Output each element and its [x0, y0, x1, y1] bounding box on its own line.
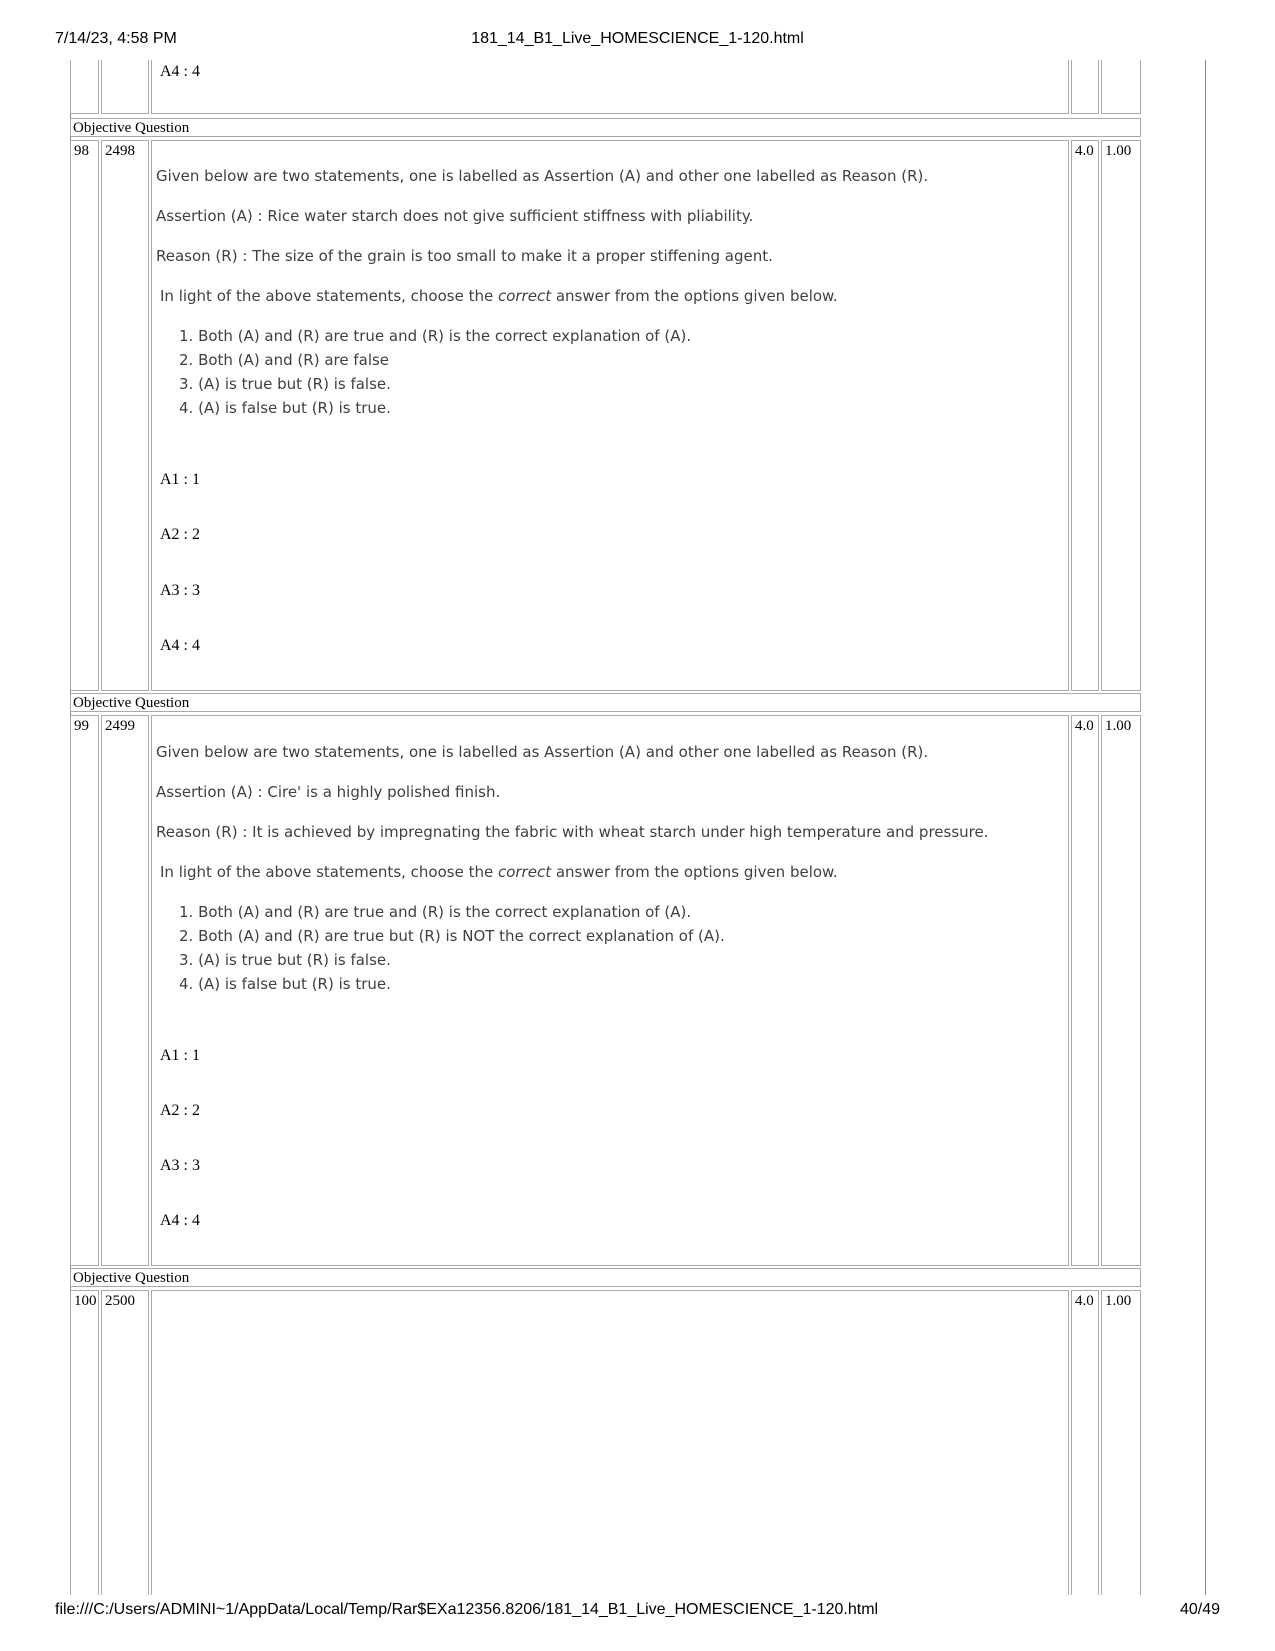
instruction-text — [160, 287, 838, 305]
reason-text: Reason (R) : The size of the grain is too small to make it a proper stiffening agent. — [156, 247, 773, 265]
question-marks: 4.0 — [1071, 1290, 1099, 1595]
section-label: Objective Question — [70, 693, 1141, 712]
instruction-emphasis: correct — [497, 863, 552, 881]
assertion-text: Assertion (A) : Cire' is a highly polished finish. — [156, 783, 501, 801]
reason-text: Reason (R) : It is achieved by impregnating the fabric with wheat starch under high temperature and pressure. — [156, 823, 989, 841]
option-1: 1. Both (A) and (R) are true and (R) is the correct explanation of (A). — [179, 327, 692, 345]
fragment-sno-cell — [70, 60, 99, 114]
question-body — [151, 715, 1069, 1266]
instruction-before: In light of the above statements, choose the — [160, 287, 498, 305]
answer-a3: A3 : 3 — [160, 582, 200, 599]
print-datetime: 7/14/23, 4:58 PM — [55, 30, 177, 47]
fragment-qid-cell — [101, 60, 149, 114]
section-label: Objective Question — [70, 1268, 1141, 1287]
question-negative-marks: 1.00 — [1101, 1290, 1141, 1595]
option-3: 3. (A) is true but (R) is false. — [179, 375, 391, 393]
question-id: 2500 — [101, 1290, 149, 1595]
option-4: 4. (A) is false but (R) is true. — [179, 399, 391, 417]
print-url: file:///C:/Users/ADMINI~1/AppData/Local/Temp/Rar$EXa12356.8206/181_14_B1_Live_HOMESCIENCE_1-120.html — [55, 1601, 879, 1618]
option-4: 4. (A) is false but (R) is true. — [179, 975, 391, 993]
question-id: 2498 — [101, 140, 149, 691]
print-title: 181_14_B1_Live_HOMESCIENCE_1-120.html — [471, 30, 804, 47]
answer-a4: A4 : 4 — [160, 1212, 200, 1229]
question-number: 100 — [70, 1290, 99, 1595]
question-negative-marks: 1.00 — [1101, 715, 1141, 1266]
answer-a2: A2 : 2 — [160, 1102, 200, 1119]
question-body — [151, 1290, 1069, 1595]
question-number: 99 — [70, 715, 99, 1266]
instruction-before: In light of the above statements, choose the — [160, 863, 498, 881]
answer-a1: A1 : 1 — [160, 471, 200, 488]
question-id: 2499 — [101, 715, 149, 1266]
print-header — [0, 30, 1275, 50]
instruction-after: answer from the options given below. — [551, 863, 838, 881]
question-negative-marks: 1.00 — [1101, 140, 1141, 691]
print-footer — [0, 1601, 1275, 1621]
instruction-emphasis: correct — [497, 287, 552, 305]
question-sheet — [70, 60, 1208, 1595]
question-number: 98 — [70, 140, 99, 691]
option-2: 2. Both (A) and (R) are false — [179, 351, 390, 369]
option-2: 2. Both (A) and (R) are true but (R) is NOT the correct explanation of (A). — [179, 927, 725, 945]
answer-a4: A4 : 4 — [160, 637, 200, 654]
answer-a4: A4 : 4 — [160, 63, 200, 80]
fragment-neg-cell — [1101, 60, 1141, 114]
page-number: 40/49 — [1179, 1601, 1220, 1618]
question-marks: 4.0 — [1071, 715, 1099, 1266]
answer-a1: A1 : 1 — [160, 1047, 200, 1064]
instruction-after: answer from the options given below. — [551, 287, 838, 305]
section-label: Objective Question — [70, 118, 1141, 137]
question-intro: Given below are two statements, one is labelled as Assertion (A) and other one labelled as Reason (R). — [156, 167, 929, 185]
question-marks: 4.0 — [1071, 140, 1099, 691]
fragment-body-cell — [151, 60, 1069, 114]
question-body — [151, 140, 1069, 691]
assertion-text: Assertion (A) : Rice water starch does not give sufficient stiffness with pliability. — [156, 207, 754, 225]
answer-a3: A3 : 3 — [160, 1157, 200, 1174]
option-1: 1. Both (A) and (R) are true and (R) is the correct explanation of (A). — [179, 903, 692, 921]
instruction-text — [160, 863, 838, 881]
answer-a2: A2 : 2 — [160, 526, 200, 543]
fragment-marks-cell — [1071, 60, 1099, 114]
option-3: 3. (A) is true but (R) is false. — [179, 951, 391, 969]
question-intro: Given below are two statements, one is labelled as Assertion (A) and other one labelled as Reason (R). — [156, 743, 929, 761]
